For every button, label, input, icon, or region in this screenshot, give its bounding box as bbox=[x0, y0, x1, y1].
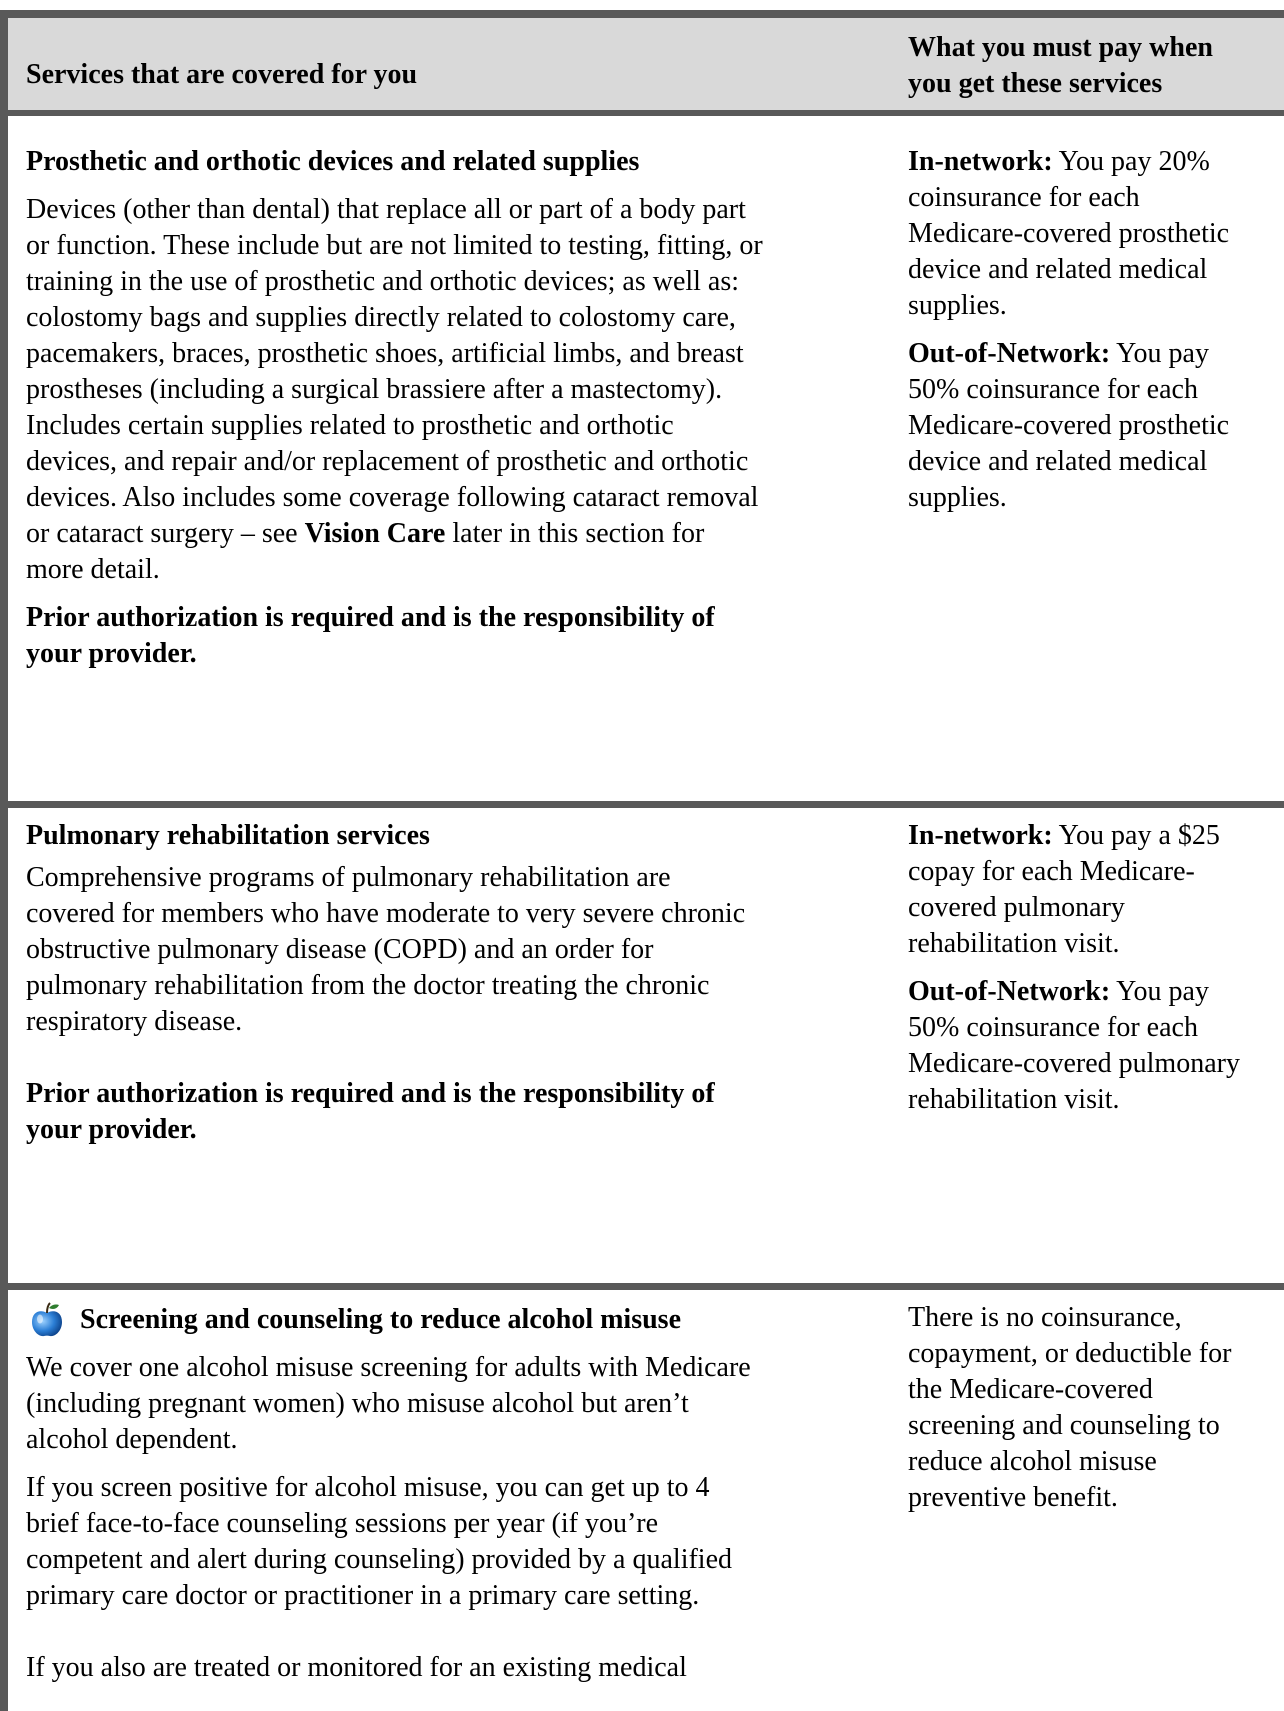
table-row-pulmonary bbox=[8, 808, 1284, 1268]
in-network-cost bbox=[908, 144, 1284, 180]
in-network-cost bbox=[908, 818, 1284, 854]
spacer bbox=[26, 588, 881, 600]
desc-line: pulmonary rehabilitation from the doctor treating the chronic bbox=[26, 970, 710, 1001]
vision-care-reference: Vision Care bbox=[304, 518, 446, 549]
desc-line: devices, and repair and/or replacement of prosthetic and orthotic bbox=[26, 446, 749, 477]
cost-line: supplies. bbox=[908, 482, 1007, 513]
cost-line: preventive benefit. bbox=[908, 1482, 1118, 1513]
header-what-you-pay bbox=[908, 30, 1284, 102]
spacer bbox=[26, 1338, 881, 1350]
in-network-label: In-network: bbox=[908, 146, 1053, 177]
desc-line: (including pregnant women) who misuse alcohol but aren’t bbox=[26, 1388, 689, 1419]
cost-pulmonary bbox=[908, 818, 1284, 1118]
desc-line: Includes certain supplies related to prosthetic and orthotic bbox=[26, 410, 674, 441]
row-title: Screening and counseling to reduce alcohol misuse bbox=[80, 1304, 682, 1335]
desc-line: prostheses (including a surgical brassiere after a mastectomy). bbox=[26, 374, 723, 405]
spacer bbox=[908, 962, 1284, 974]
cost-line: rehabilitation visit. bbox=[908, 928, 1120, 959]
desc-line: respiratory disease. bbox=[26, 1006, 243, 1037]
cost-line: 50% coinsurance for each bbox=[908, 1012, 1198, 1043]
cost-prosthetic bbox=[908, 144, 1284, 516]
desc-line: If you screen positive for alcohol misuse, you can get up to 4 bbox=[26, 1472, 710, 1503]
row-title-with-icon bbox=[26, 1302, 881, 1338]
header-what-you-pay-line2: you get these services bbox=[908, 68, 1163, 99]
text-run: or cataract surgery – see bbox=[26, 518, 305, 549]
cost-line: covered pulmonary bbox=[908, 892, 1125, 923]
desc-line: primary care doctor or practitioner in a primary care setting. bbox=[26, 1580, 700, 1611]
cost-line: coinsurance for each bbox=[908, 182, 1140, 213]
cost-line: the Medicare-covered bbox=[908, 1374, 1153, 1405]
spacer bbox=[26, 1614, 881, 1650]
desc-line: brief face-to-face counseling sessions per year (if you’re bbox=[26, 1508, 659, 1539]
cost-line: rehabilitation visit. bbox=[908, 1084, 1120, 1115]
text-run: You pay bbox=[1110, 976, 1209, 1007]
row-title: Pulmonary rehabilitation services bbox=[26, 820, 430, 851]
spacer bbox=[908, 324, 1284, 336]
cost-line: copayment, or deductible for bbox=[908, 1338, 1232, 1369]
spacer bbox=[26, 180, 881, 192]
table-row-prosthetic bbox=[8, 116, 1284, 734]
text-run: You pay bbox=[1110, 338, 1209, 369]
row-divider bbox=[0, 801, 1284, 808]
cost-line: Medicare-covered prosthetic bbox=[908, 410, 1230, 441]
desc-line: Comprehensive programs of pulmonary rehabilitation are bbox=[26, 862, 671, 893]
cost-alcohol-screening bbox=[908, 1300, 1284, 1516]
apple-icon bbox=[30, 1302, 64, 1338]
desc-line: training in the use of prosthetic and orthotic devices; as well as: bbox=[26, 266, 740, 297]
prior-authorization-note: Prior authorization is required and is the responsibility of bbox=[26, 1078, 715, 1109]
header-services-covered: Services that are covered for you bbox=[26, 59, 418, 90]
row-divider bbox=[0, 1283, 1284, 1290]
out-of-network-cost bbox=[908, 974, 1284, 1010]
table-left-border bbox=[0, 10, 8, 1711]
desc-line: or function. These include but are not limited to testing, fitting, or bbox=[26, 230, 763, 261]
desc-line: more detail. bbox=[26, 554, 160, 585]
cost-line: supplies. bbox=[908, 290, 1007, 321]
cost-line: screening and counseling to bbox=[908, 1410, 1220, 1441]
desc-line: pacemakers, braces, prosthetic shoes, artificial limbs, and breast bbox=[26, 338, 744, 369]
header-what-you-pay-line1: What you must pay when bbox=[908, 32, 1213, 63]
row-title: Prosthetic and orthotic devices and related supplies bbox=[26, 146, 640, 177]
text-run: You pay 20% bbox=[1052, 146, 1210, 177]
desc-line: colostomy bags and supplies directly related to colostomy care, bbox=[26, 302, 736, 333]
spacer bbox=[26, 1458, 881, 1470]
top-margin bbox=[0, 0, 1284, 10]
cost-line: device and related medical bbox=[908, 446, 1208, 477]
desc-line: obstructive pulmonary disease (COPD) and an order for bbox=[26, 934, 654, 965]
table-row-alcohol-screening bbox=[8, 1290, 1284, 1711]
cost-line: 50% coinsurance for each bbox=[908, 374, 1198, 405]
cost-line: copay for each Medicare- bbox=[908, 856, 1195, 887]
out-of-network-cost bbox=[908, 336, 1284, 372]
service-description-alcohol bbox=[26, 1302, 881, 1686]
table-top-border bbox=[0, 10, 1284, 18]
prior-authorization-note: your provider. bbox=[26, 1114, 197, 1145]
desc-line: Devices (other than dental) that replace all or part of a body part bbox=[26, 194, 746, 225]
desc-line: competent and alert during counseling) provided by a qualified bbox=[26, 1544, 733, 1575]
desc-line: We cover one alcohol misuse screening for adults with Medicare bbox=[26, 1352, 751, 1383]
desc-line bbox=[26, 516, 881, 552]
cost-line: device and related medical bbox=[908, 254, 1208, 285]
cost-line: Medicare-covered pulmonary bbox=[908, 1048, 1240, 1079]
prior-authorization-note: your provider. bbox=[26, 638, 197, 669]
desc-line: covered for members who have moderate to very severe chronic bbox=[26, 898, 746, 929]
prior-authorization-note: Prior authorization is required and is the responsibility of bbox=[26, 602, 715, 633]
spacer bbox=[26, 1040, 881, 1076]
in-network-label: In-network: bbox=[908, 820, 1053, 851]
text-run: later in this section for bbox=[445, 518, 705, 549]
out-of-network-label: Out-of-Network: bbox=[908, 976, 1111, 1007]
cost-line: Medicare-covered prosthetic bbox=[908, 218, 1230, 249]
out-of-network-label: Out-of-Network: bbox=[908, 338, 1111, 369]
desc-line: devices. Also includes some coverage following cataract removal bbox=[26, 482, 759, 513]
desc-line: alcohol dependent. bbox=[26, 1424, 238, 1455]
cost-line: reduce alcohol misuse bbox=[908, 1446, 1157, 1477]
text-run: You pay a $25 bbox=[1052, 820, 1220, 851]
desc-line: If you also are treated or monitored for an existing medical bbox=[26, 1652, 687, 1683]
service-description-prosthetic bbox=[26, 144, 881, 672]
service-description-pulmonary bbox=[26, 818, 881, 1148]
table-header bbox=[8, 18, 1284, 116]
cost-line: There is no coinsurance, bbox=[908, 1302, 1182, 1333]
